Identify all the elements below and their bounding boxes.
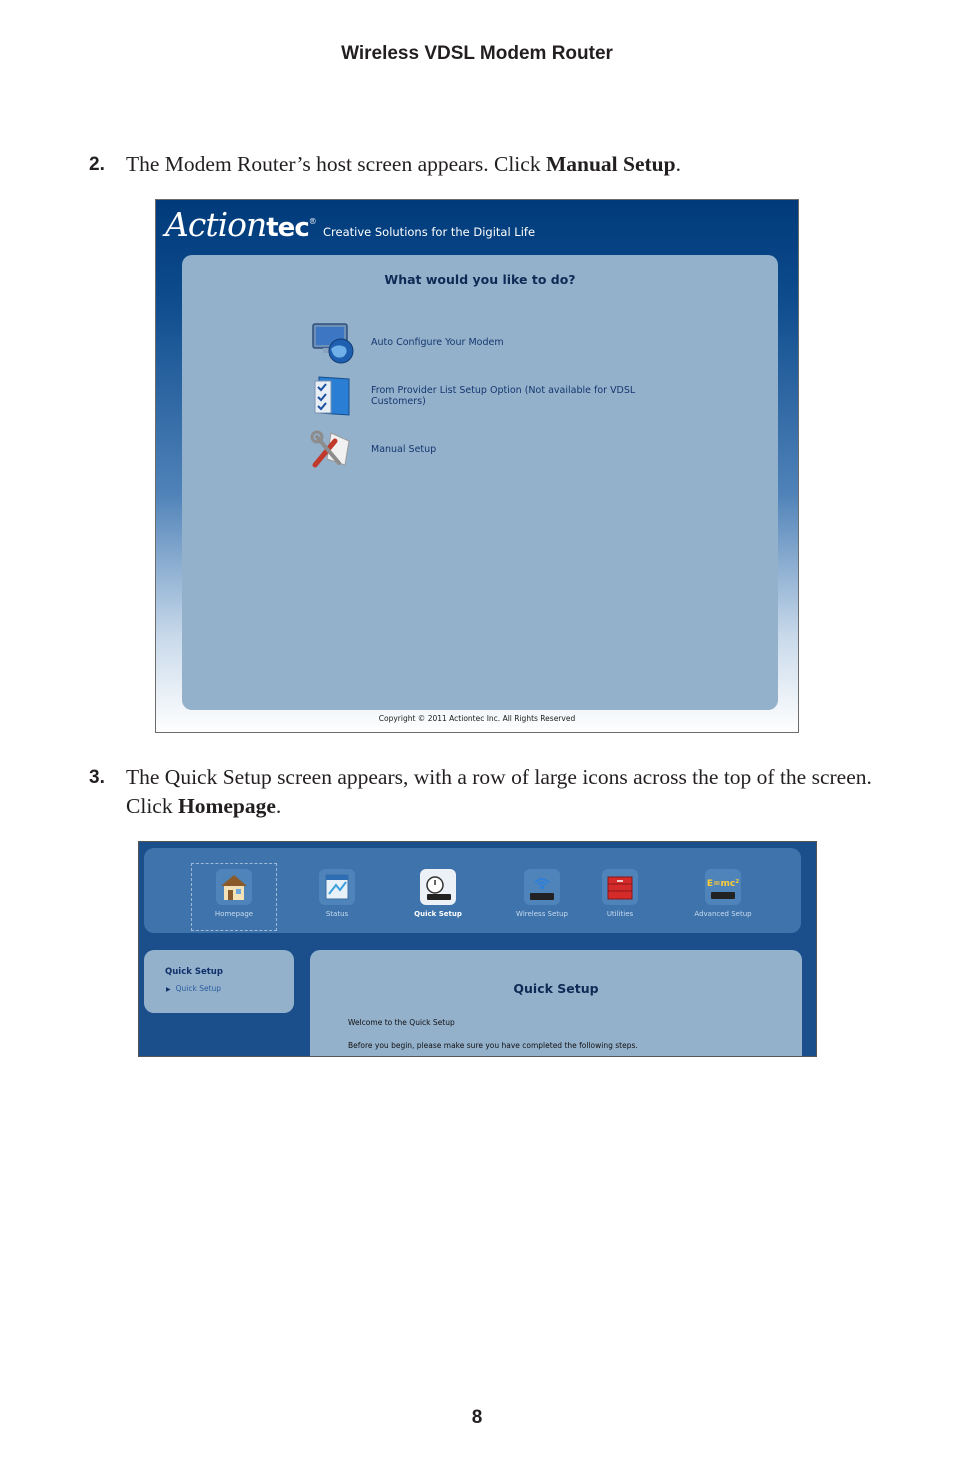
main-title: Quick Setup (513, 981, 599, 996)
step-number: 2. (89, 154, 105, 175)
option-label: Auto Configure Your Modem (371, 337, 504, 348)
provider-list-option[interactable] (309, 373, 639, 417)
triangle-right-icon: ▶ (166, 986, 171, 993)
step-text: The Modem Router’s host screen appears. Click Manual Setup. (126, 152, 681, 176)
running-header: Wireless VDSL Modem Router (341, 43, 613, 64)
sidebar-panel (144, 950, 294, 1013)
nav-homepage[interactable]: Homepage (192, 864, 276, 930)
actiontec-logo: Actiontec® (165, 205, 316, 244)
house-icon (215, 868, 253, 906)
step-text: The Quick Setup screen appears, with a row of large icons across the top of the screen. Click Homepage. (126, 765, 872, 818)
sidebar-title: Quick Setup (165, 967, 223, 977)
tools-icon (309, 427, 355, 471)
main-panel (310, 950, 802, 1057)
nav-advanced-setup[interactable]: E=mc² Advanced Setup (681, 864, 765, 930)
panel-question: What would you like to do? (384, 272, 576, 287)
page-number: 8 (471, 1407, 483, 1428)
emc2-router-icon (704, 868, 742, 906)
step-3 (89, 763, 879, 821)
top-icon-nav (144, 848, 801, 933)
nav-quick-setup[interactable]: Quick Setup (396, 864, 480, 930)
nav-wireless-setup[interactable]: Wireless Setup (500, 864, 584, 930)
tagline: Creative Solutions for the Digital Life (323, 225, 536, 239)
monitor-globe-icon (309, 321, 355, 365)
step-emphasis: Homepage (177, 794, 276, 818)
options-panel (182, 255, 778, 710)
wireless-router-icon (523, 868, 561, 906)
manual-setup-option[interactable] (309, 427, 639, 471)
svg-text:E=mc²: E=mc² (706, 879, 740, 889)
nav-utilities[interactable]: Utilities (578, 864, 662, 930)
option-label: From Provider List Setup Option (Not available for VDSL Customers) (371, 385, 636, 407)
quick-setup-screenshot (138, 841, 817, 1057)
nav-status[interactable]: Status (295, 864, 379, 930)
checklist-folder-icon (309, 373, 355, 417)
copyright: Copyright © 2011 Actiontec Inc. All Rights Reserved (378, 714, 576, 723)
sidebar-item-quick-setup[interactable]: ▶ Quick Setup (166, 984, 222, 993)
status-window-icon (318, 868, 356, 906)
welcome-text: Welcome to the Quick Setup (348, 1018, 455, 1027)
step-emphasis: Manual Setup (545, 152, 676, 176)
option-label: Manual Setup (371, 444, 437, 455)
stopwatch-router-icon (419, 868, 457, 906)
auto-configure-option[interactable] (309, 321, 639, 365)
toolbox-icon (601, 868, 639, 906)
step-number: 3. (89, 767, 105, 788)
step-2 (89, 150, 879, 179)
host-screen-screenshot (155, 199, 799, 733)
instruction-text: Before you begin, please make sure you have completed the following steps. (348, 1041, 638, 1050)
